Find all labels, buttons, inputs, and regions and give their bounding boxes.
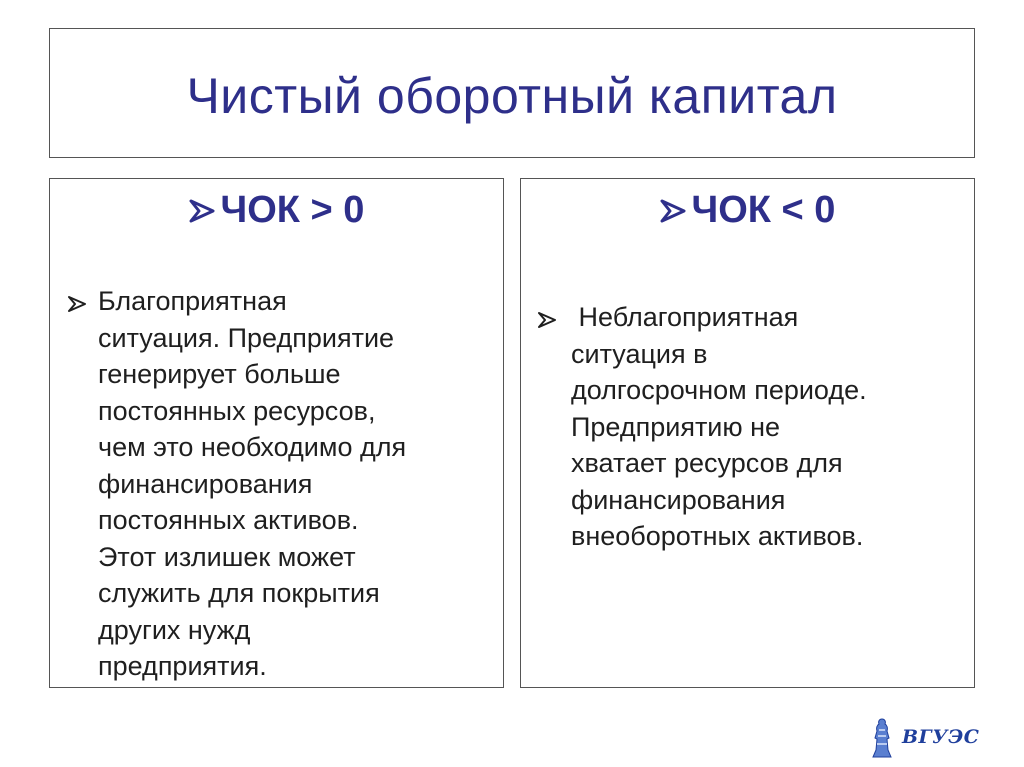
university-logo [868, 716, 988, 760]
left-panel [49, 178, 504, 688]
right-panel-heading-text: ЧОК < 0 [691, 189, 836, 231]
right-panel-heading [521, 189, 974, 232]
arrowhead-bullet-icon [68, 295, 86, 313]
arrowhead-bullet-icon [660, 198, 686, 224]
right-panel [520, 178, 975, 688]
statue-figure-icon [868, 716, 896, 760]
left-panel-heading-text: ЧОК > 0 [220, 189, 365, 231]
arrowhead-bullet-icon [189, 198, 215, 224]
left-panel-heading [50, 189, 503, 232]
arrowhead-bullet-icon [538, 311, 556, 329]
logo-text: ВГУЭС [902, 726, 980, 748]
left-panel-text: Благоприятная ситуация. Предприятие генерирует больше постоянных ресурсов, чем это необходимо для финансирования постоянных активов. Этот излишек может служить для покрытия других нужд предприятия. [98, 286, 407, 681]
page-title: Чистый оборотный капитал [186, 68, 838, 124]
right-panel-text: Неблагоприятная ситуация в долгосрочном периоде. Предприятию не хватает ресурсов для финансирования внеоборотных активов. [571, 302, 867, 551]
title-box [49, 28, 975, 158]
